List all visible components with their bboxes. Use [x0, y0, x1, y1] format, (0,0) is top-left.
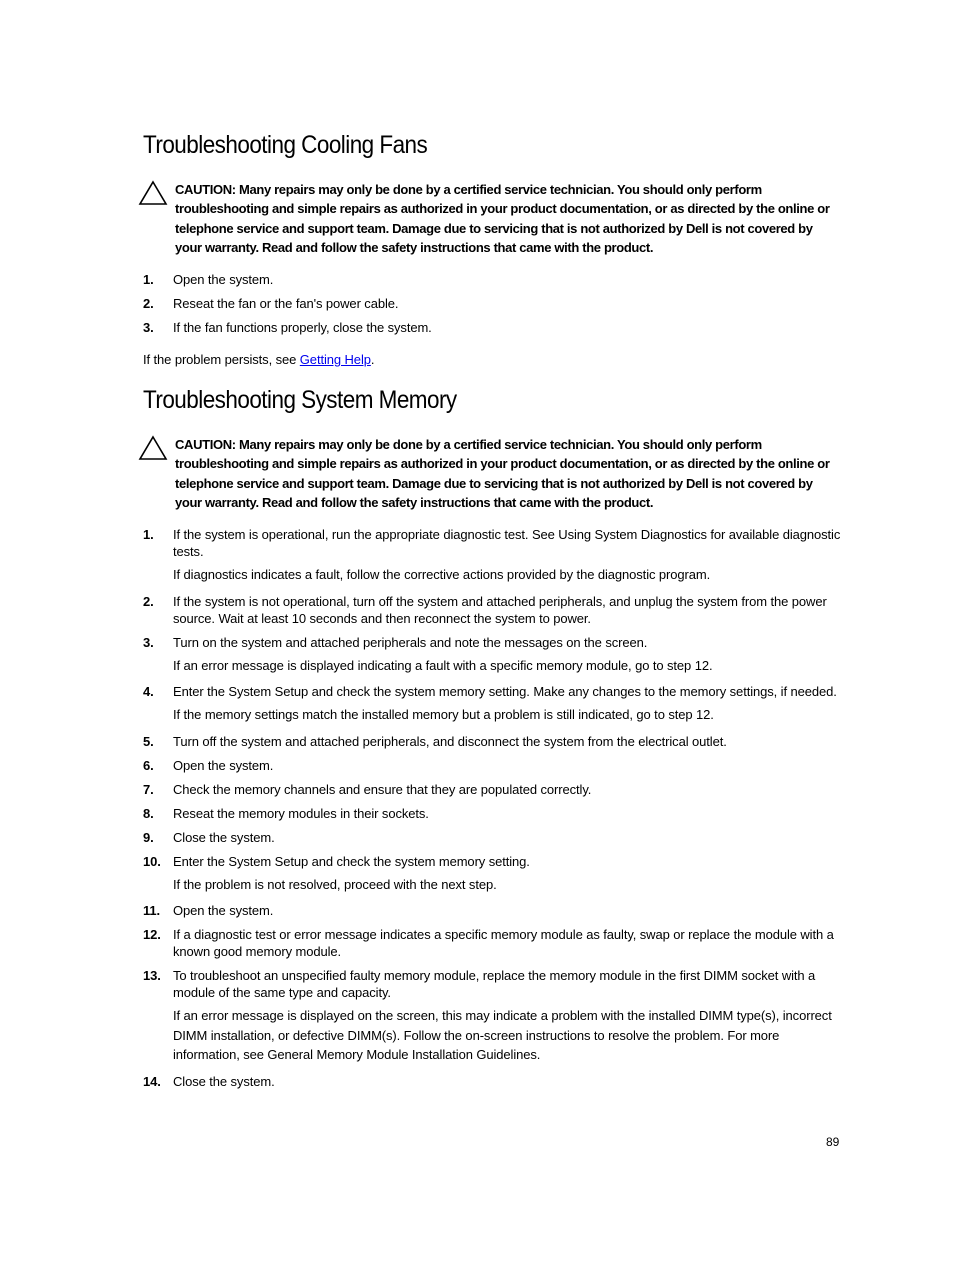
steps-list-system-memory	[143, 526, 843, 1090]
list-item	[143, 829, 843, 846]
step-text: If the system is not operational, turn off the system and attached peripherals, and unplug the system from the power source. Wait at least 10 seconds and then reconnect the system to power.	[173, 593, 827, 626]
step-text: To troubleshoot an unspecified faulty memory module, replace the memory module in the first DIMM socket with a module of the same type and capacity.	[173, 968, 816, 1000]
step-note: If diagnostics indicates a fault, follow the corrective actions provided by the diagnostic program.	[173, 567, 711, 582]
list-item	[143, 781, 843, 798]
steps-list-cooling-fans	[143, 271, 843, 336]
step-text: Turn on the system and attached peripherals and note the messages on the screen.	[173, 634, 648, 650]
warning-triangle-icon	[138, 435, 168, 461]
step-text: Reseat the fan or the fan's power cable.	[173, 296, 399, 311]
list-item	[143, 757, 843, 774]
section-title-system-memory: Troubleshooting System Memory	[143, 386, 457, 414]
getting-help-link[interactable]: Getting Help	[299, 352, 371, 367]
step-text: Enter the System Setup and check the system memory setting.	[173, 853, 530, 869]
list-item	[143, 902, 843, 919]
list-item	[143, 319, 843, 336]
step-text: Open the system.	[173, 903, 274, 918]
step-number: 11.	[143, 903, 161, 918]
page-number: 89	[826, 1135, 840, 1149]
step-text: If a diagnostic test or error message indicates a specific memory module as faulty, swap or replace the module with a known good memory module.	[173, 927, 834, 959]
step-number: 3.	[143, 320, 154, 335]
step-note: If the problem is not resolved, proceed with the next step.	[173, 876, 497, 892]
section-title-cooling-fans: Troubleshooting Cooling Fans	[143, 131, 428, 159]
help-prefix: If the problem persists, see	[143, 352, 300, 367]
step-text: Close the system.	[173, 1073, 275, 1089]
list-item	[143, 295, 843, 312]
list-item	[143, 683, 843, 725]
step-number: 10.	[143, 853, 161, 869]
step-number: 3.	[143, 634, 154, 650]
step-number: 13.	[143, 968, 161, 983]
step-text: Turn off the system and attached peripherals, and disconnect the system from the electrical outlet.	[173, 733, 727, 749]
warning-triangle-icon	[138, 180, 168, 206]
list-item	[143, 634, 843, 676]
list-item	[143, 926, 843, 960]
step-text: Enter the System Setup and check the system memory setting. Make any changes to the memory settings, if needed.	[173, 684, 837, 699]
step-text: If the system is operational, run the appropriate diagnostic test. See Using System Diagnostics for available diagnostic tests.	[173, 527, 841, 559]
step-number: 8.	[143, 805, 154, 821]
caution-text: CAUTION: Many repairs may only be done by a certified service technician. You should only perform troubleshooting and simple repairs as authorized in your product documentation, or as directed by the online or telephone service and support team. Damage due to servicing that is not authorized by Dell is not covered by your warranty. Read and follow the safety instructions that came with the product.	[175, 182, 830, 255]
step-number: 2.	[143, 593, 154, 609]
step-number: 1.	[143, 527, 154, 542]
list-item	[143, 733, 843, 750]
step-number: 4.	[143, 684, 154, 699]
step-number: 12.	[143, 927, 161, 942]
help-suffix: .	[370, 352, 375, 367]
list-item	[143, 271, 843, 288]
list-item	[143, 853, 843, 895]
step-note: If an error message is displayed on the screen, this may indicate a problem with the installed DIMM type(s), incorrect DIMM installation, or defective DIMM(s). Follow the on-screen instructions to resolve the problem. For more information, see General Memory Module Installation Guidelines.	[173, 1008, 832, 1062]
step-number: 9.	[143, 829, 154, 845]
caution-text: CAUTION: Many repairs may only be done by a certified service technician. You should only perform troubleshooting and simple repairs as authorized in your product documentation, or as directed by the online or telephone service and support team. Damage due to servicing that is not authorized by Dell is not covered by your warranty. Read and follow the safety instructions that came with the product.	[175, 437, 830, 510]
step-number: 6.	[143, 757, 154, 773]
step-text: If the fan functions properly, close the system.	[173, 320, 432, 335]
step-number: 1.	[143, 272, 154, 287]
list-item	[143, 1073, 843, 1090]
step-number: 7.	[143, 781, 154, 797]
step-text: Open the system.	[173, 757, 274, 773]
step-note: If the memory settings match the installed memory but a problem is still indicated, go to step 12.	[173, 707, 714, 722]
step-note: If an error message is displayed indicating a fault with a specific memory module, go to step 12.	[173, 657, 713, 673]
list-item	[143, 593, 843, 627]
step-number: 5.	[143, 733, 154, 749]
step-number: 2.	[143, 296, 154, 311]
step-text: Open the system.	[173, 272, 274, 287]
step-text: Check the memory channels and ensure that they are populated correctly.	[173, 781, 592, 797]
step-text: Reseat the memory modules in their sockets.	[173, 805, 429, 821]
step-text: Close the system.	[173, 829, 275, 845]
step-number: 14.	[143, 1073, 161, 1089]
list-item	[143, 805, 843, 822]
list-item	[143, 526, 843, 585]
help-reference	[143, 351, 374, 368]
list-item	[143, 967, 843, 1065]
